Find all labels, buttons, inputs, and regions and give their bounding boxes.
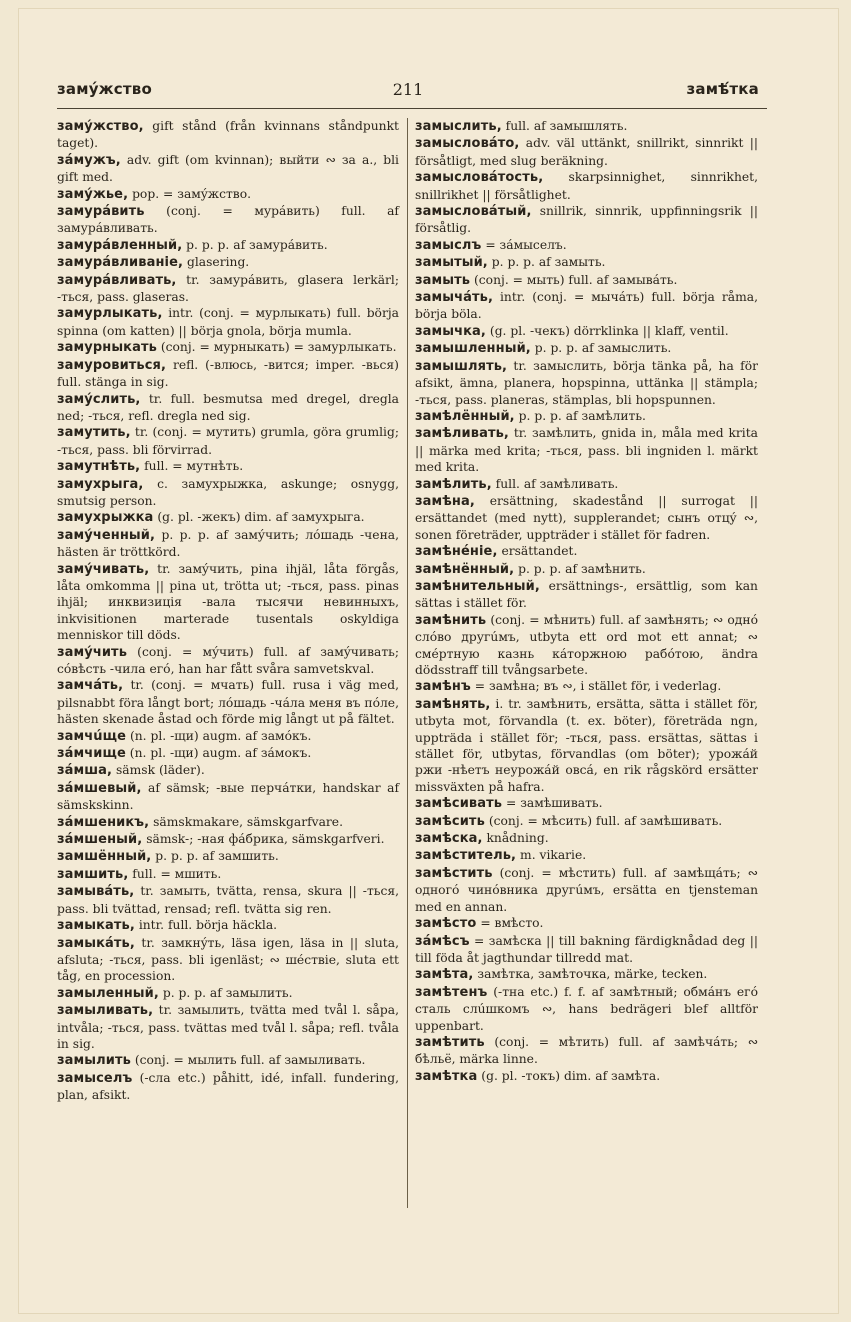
headword: замурáвленный,: [57, 237, 183, 253]
dictionary-entry: [415, 425, 758, 475]
definition: (conj. = мýчить) full. af замýчивать; сóвѣсть -чила егó, han har fått svåra samvetskval.: [57, 644, 399, 676]
definition: pop. = замýжство.: [132, 186, 252, 201]
headword: замысловáтый,: [415, 204, 532, 220]
dictionary-entry: [57, 458, 399, 475]
headword: замурáвить: [57, 204, 145, 220]
dictionary-entry: [57, 561, 399, 644]
dictionary-entry: [415, 865, 758, 915]
dictionary-entry: [57, 424, 399, 458]
definition: p. p. p. af замыть.: [491, 255, 606, 270]
definition: ersättning, skadestånd || surrogat || ersättandet (med nytt), supplerandet; сынъ отцý ∾, sonen företräder, uppträder i stället för fadren.: [415, 493, 758, 542]
headword: замѣнённый,: [415, 561, 515, 577]
definition: tr. замýчить, pina ihjäl, låta förgås, låta omkomma || pina ut, trötta ut; -ться, pass. pinas ihjäl; инквизиція -вала тысячи невинныхъ, inkvisitionen marterade tusentals oskyldiga menniskor till döds.: [57, 561, 399, 643]
header-rule: [57, 108, 767, 109]
dictionary-entry: [415, 408, 758, 425]
definition: knådning.: [486, 831, 549, 846]
definition: intr. full. börja häckla.: [138, 918, 278, 933]
definition: sämsk-; -ная фáбрика, sämskgarfveri.: [146, 832, 385, 847]
dictionary-entry: [57, 866, 399, 883]
dictionary-entry: [415, 254, 758, 271]
dictionary-entry: [57, 644, 399, 678]
definition: = зáмыселъ.: [485, 237, 567, 252]
headword: замуровиться,: [57, 357, 167, 373]
page-header: [57, 80, 759, 102]
definition: tr. замѣлить, gnida in, måla med krita || märka med krita; -ться, pass. bli ingniden l. märkt med krita.: [415, 426, 758, 475]
dictionary-entry: [57, 186, 399, 203]
dictionary-entry: [415, 543, 758, 560]
headword: замыливать,: [57, 1003, 154, 1019]
definition: (-сла etc.) påhitt, idé, infall. fundering, plan, afsikt.: [57, 1070, 399, 1103]
definition: tr. (conj. = мчать) full. rusa i väg med, pilsnabbt föra långt bort; лóшадь -чáла меня въ пóле, hästen skenade åstad och förde mig långt ut på fältet.: [57, 678, 399, 727]
definition: (conj. = мыть) full. af замывáть.: [474, 272, 678, 287]
dictionary-entry: [57, 745, 399, 762]
dictionary-entry: [57, 728, 399, 745]
headword: замѣнить: [415, 612, 487, 628]
headword: замышлять,: [415, 358, 508, 374]
definition: (-тна etc.) f. f. af замѣтный; обмáнъ егó сталь слúшкомъ ∾, hans bedrägeri blef alltför uppenbart.: [415, 984, 758, 1033]
definition: (g. pl. -токъ) dim. af замѣта.: [481, 1068, 661, 1083]
headword: замшённый,: [57, 849, 152, 865]
definition: full. af замышлять.: [505, 119, 628, 133]
headword: зáмшеный,: [57, 832, 143, 848]
headword: замурныкать: [57, 340, 157, 356]
headword: замшить,: [57, 866, 129, 882]
dictionary-entry: [57, 339, 399, 356]
definition: adv. väl uttänkt, snillrikt, sinnrikt || försåtligt, med slug beräkning.: [415, 136, 758, 168]
dictionary-entry: [57, 1002, 399, 1052]
headword: замѣсто: [415, 916, 477, 932]
dictionary-entry: [57, 780, 399, 814]
headword: замурáвливаніе,: [57, 255, 184, 271]
dictionary-entry: [415, 476, 758, 493]
dictionary-entry: [57, 152, 399, 186]
dictionary-entry: [415, 561, 758, 578]
headword: замѣна,: [415, 493, 475, 509]
headword: замýжье,: [57, 186, 129, 202]
dictionary-entry: [415, 696, 758, 795]
dictionary-entry: [415, 340, 758, 357]
headword: зáмшеникъ,: [57, 814, 150, 830]
headword: замѣтить: [415, 1034, 485, 1050]
dictionary-entry: [415, 933, 758, 967]
headword: замýченный,: [57, 527, 156, 543]
dictionary-entry: [57, 1070, 399, 1104]
headword: замутнѣть,: [57, 459, 141, 475]
definition: (conj. = мурныкать) = замурлыкать.: [160, 340, 397, 355]
definition: (n. pl. -щи) augm. af зáмокъ.: [129, 746, 312, 761]
dictionary-entry: [57, 848, 399, 865]
dictionary-entry: [57, 305, 399, 339]
page-number: 211: [392, 80, 424, 99]
definition: m. vikarie.: [520, 848, 587, 863]
right-column: [415, 118, 758, 1085]
dictionary-entry: [415, 830, 758, 847]
definition: p. p. p. af замѣнить.: [518, 561, 646, 576]
definition: gift stånd (från kvinnans ståndpunkt taget).: [57, 119, 399, 151]
definition: tr. full. besmutsa med dregel, dregla ned; -ться, refl. dregla ned sig.: [57, 391, 399, 423]
dictionary-entry: [415, 118, 758, 135]
column-divider: [407, 118, 408, 1208]
headword: замыть: [415, 272, 471, 288]
definition: = замѣшивать.: [506, 796, 603, 811]
definition: skarpsinnighet, sinnrikhet, snillrikhet || försåtlighet.: [415, 170, 758, 202]
definition: (conj. = мѣтить) full. af замѣчáть; ∾ бѣльё, märka linne.: [415, 1034, 758, 1067]
dictionary-entry: [57, 985, 399, 1002]
headword: замывáть,: [57, 884, 135, 900]
definition: full. = мутнѣть.: [144, 459, 244, 474]
definition: glasering.: [186, 255, 250, 270]
dictionary-entry: [415, 358, 758, 408]
definition: tr. замыть, tvätta, rensa, skura || -ться, pass. bli tvättad, rensad; refl. tvätta sig ren.: [57, 884, 399, 916]
dictionary-entry: [415, 984, 758, 1034]
dictionary-entry: [57, 527, 399, 561]
headword: замчúще: [57, 728, 127, 744]
headword: замысловáтость,: [415, 170, 544, 186]
dictionary-entry: [415, 493, 758, 543]
definition: af sämsk; -вые перчáтки, handskar af sämskskinn.: [57, 780, 399, 813]
definition: sämsk (läder).: [116, 763, 205, 778]
headword: замýслить,: [57, 391, 141, 407]
dictionary-entry: [57, 509, 399, 526]
headword: зáмужъ,: [57, 152, 121, 168]
dictionary-entry: [57, 476, 399, 510]
headword: зáмшевый,: [57, 780, 142, 796]
dictionary-entry: [57, 272, 399, 306]
headword: замылить: [57, 1053, 131, 1069]
headword: замѣска,: [415, 831, 483, 847]
dictionary-entry: [57, 917, 399, 934]
definition: (conj. = мылить full. af замыливать.: [134, 1053, 366, 1068]
headword: замухрыжка: [57, 510, 154, 526]
dictionary-entry: [57, 357, 399, 391]
dictionary-entry: [57, 883, 399, 917]
headword: замѣтка: [415, 1068, 478, 1084]
definition: p. p. p. af замылить.: [162, 985, 293, 1000]
headword: замýчивать,: [57, 561, 150, 577]
headword: замыленный,: [57, 985, 159, 1001]
headword: замѣсить: [415, 813, 485, 829]
left-guide-word: замýжство: [57, 80, 152, 98]
dictionary-entry: [415, 612, 758, 679]
dictionary-entry: [57, 391, 399, 425]
dictionary-entry: [415, 203, 758, 237]
definition: refl. (-влюсь, -вится; imper. -вься) full. stänga in sig.: [57, 357, 399, 390]
definition: tr. замыслить, börja tänka på, ha för afsikt, ämna, planera, hopspinna, uttänka || stämpla; -ться, pass. planeras, stämplas, bli hopspunnen.: [415, 358, 758, 407]
dictionary-entry: [415, 915, 758, 932]
headword: замѣнительный,: [415, 578, 540, 594]
dictionary-entry: [415, 847, 758, 864]
definition: (g. pl. -чекъ) dörrklinka || klaff, ventil.: [489, 323, 729, 338]
dictionary-entry: [57, 254, 399, 271]
dictionary-entry: [57, 1052, 399, 1069]
definition: p. p. p. af замыслить.: [534, 341, 672, 356]
dictionary-entry: [415, 237, 758, 254]
definition: (conj. = мѣстить) full. af замѣщáть; ∾ одногó чинóвника другúмъ, ersätta en tjensteman med en annan.: [415, 865, 758, 914]
definition: tr. замкнýть, läsa igen, läsa in || sluta, afsluta; -ться, pass. bli igenläst; ∾ шéствіе, sluta ett tåg, en procession.: [57, 935, 399, 984]
dictionary-entry: [415, 1068, 758, 1085]
dictionary-entry: [415, 135, 758, 169]
definition: sämskmakare, sämskgarfvare.: [153, 814, 343, 829]
dictionary-entry: [415, 795, 758, 812]
definition: full. af замѣливать.: [495, 476, 619, 491]
dictionary-entry: [57, 237, 399, 254]
dictionary-entry: [57, 118, 399, 152]
definition: замѣтка, замѣточка, märke, tecken.: [477, 967, 708, 982]
definition: p. p. p. af замýчить; лóшадь -чена, hästen är tröttkörd.: [57, 527, 400, 560]
headword: замыслить,: [415, 119, 502, 134]
definition: tr. замылить, tvätta med tvål l. såpa, intvåla; -ться, pass. tvättas med tvål l. såpa; refl. tvåla in sig.: [57, 1003, 399, 1051]
headword: замѣлить,: [415, 476, 492, 492]
headword: замѣнъ: [415, 679, 471, 695]
dictionary-entry: [415, 1034, 758, 1068]
definition: = вмѣсто.: [480, 916, 544, 931]
definition: tr. (conj. = мутить) grumla, göra grumlig; -ться, pass. bli förvirrad.: [57, 425, 399, 457]
definition: snillrik, sinnrik, uppfinningsrik || försåtlig.: [415, 204, 758, 236]
dictionary-entry: [415, 578, 758, 612]
definition: p. p. p. af замурáвить.: [186, 237, 328, 252]
headword: замѣтенъ: [415, 984, 488, 1000]
dictionary-entry: [415, 272, 758, 289]
headword: замýжство,: [57, 119, 144, 134]
headword: зáмѣсъ: [415, 933, 470, 949]
headword: замысловáто,: [415, 136, 520, 152]
dictionary-entry: [57, 935, 399, 985]
definition: intr. (conj. = мычáть) full. börja råma, börja böla.: [415, 290, 758, 322]
definition: = замѣска || till bakning färdigknådad deg || till föda åt jagthundar tillredd mat.: [415, 933, 758, 965]
headword: замухрыга,: [57, 476, 144, 492]
definition: adv. gift (om kvinnan); выйти ∾ за a., bli gift med.: [57, 152, 399, 185]
headword: замычáть,: [415, 290, 493, 306]
dictionary-entry: [57, 677, 399, 727]
headword: замыслъ: [415, 237, 482, 253]
headword: замýчить: [57, 644, 128, 660]
right-guide-word: замѣ́тка: [686, 80, 759, 98]
dictionary-entry: [57, 762, 399, 779]
definition: (n. pl. -щи) augm. af замóкъ.: [129, 728, 312, 743]
headword: замѣнять,: [415, 696, 491, 712]
dictionary-entry: [415, 323, 758, 340]
definition: (g. pl. -жекъ) dim. af замухрыга.: [157, 510, 365, 525]
headword: замыкать,: [57, 918, 135, 934]
headword: замурáвливать,: [57, 272, 177, 288]
headword: зáмчище: [57, 746, 126, 762]
dictionary-entry: [57, 831, 399, 848]
dictionary-entry: [415, 966, 758, 983]
definition: ersättandet.: [501, 544, 578, 559]
headword: замыселъ: [57, 1070, 133, 1086]
headword: замышленный,: [415, 341, 531, 357]
headword: замутить,: [57, 425, 131, 441]
definition: = замѣна; въ ∾, i stället för, i vederlag.: [474, 679, 722, 694]
definition: c. замухрыжка, askunge; osnygg, smutsig person.: [57, 476, 399, 508]
headword: замыкáть,: [57, 935, 135, 951]
dictionary-entry: [415, 813, 758, 830]
headword: замѣливать,: [415, 426, 509, 442]
left-column: [57, 118, 399, 1104]
definition: (conj. = мѣнить) full. af замѣнять; ∾ однó слóво другúмъ, utbyta ett ord mot ett annat; ∾ смéртную казнь кáторжною рабóтою, ändra dödsstraff till tvångsarbete.: [415, 612, 758, 677]
definition: (conj. = мѣсить) full. af замѣшивать.: [488, 813, 723, 828]
dictionary-entry: [57, 814, 399, 831]
headword: замѣстить: [415, 865, 493, 881]
definition: i. tr. замѣнить, ersätta, sätta i stället för, utbyta mot, förvandla (t. ex. böter), företräda ngn, uppträda i stället för; -ться, pass. ersättas, sättas i stället för, utbytas, förvandlas (om böter); урожáй ржи -нѣетъ неурожáй овсá, en rik rågskörd ersätter missväxten på hafra.: [415, 696, 758, 794]
dictionary-entry: [415, 289, 758, 323]
dictionary-entry: [57, 203, 399, 237]
definition: full. = мшить.: [132, 866, 222, 881]
headword: замытый,: [415, 255, 488, 271]
definition: tr. замурáвить, glasera lerkärl; -ться, pass. glaseras.: [57, 272, 399, 305]
headword: замѣнéніе,: [415, 544, 498, 560]
headword: замѣлённый,: [415, 408, 515, 424]
dictionary-entry: [415, 678, 758, 695]
definition: p. p. p. af замшить.: [155, 849, 279, 864]
dictionary-entry: [415, 169, 758, 203]
headword: замчáть,: [57, 678, 124, 694]
definition: ersättnings-, ersättlig, som kan sättas i stället för.: [415, 578, 758, 611]
headword: замѣта,: [415, 967, 474, 983]
headword: замычка,: [415, 323, 486, 339]
headword: замѣсивать: [415, 796, 503, 812]
definition: (conj. = мурáвить) full. af замурáвливать.: [57, 204, 399, 236]
headword: замурлыкать,: [57, 306, 163, 322]
headword: зáмша,: [57, 763, 113, 779]
definition: p. p. p. af замѣлить.: [518, 408, 646, 423]
definition: intr. (conj. = мурлыкать) full. börja spinna (om katten) || börja gnola, börja mumla.: [57, 306, 399, 338]
headword: замѣститель,: [415, 848, 517, 864]
